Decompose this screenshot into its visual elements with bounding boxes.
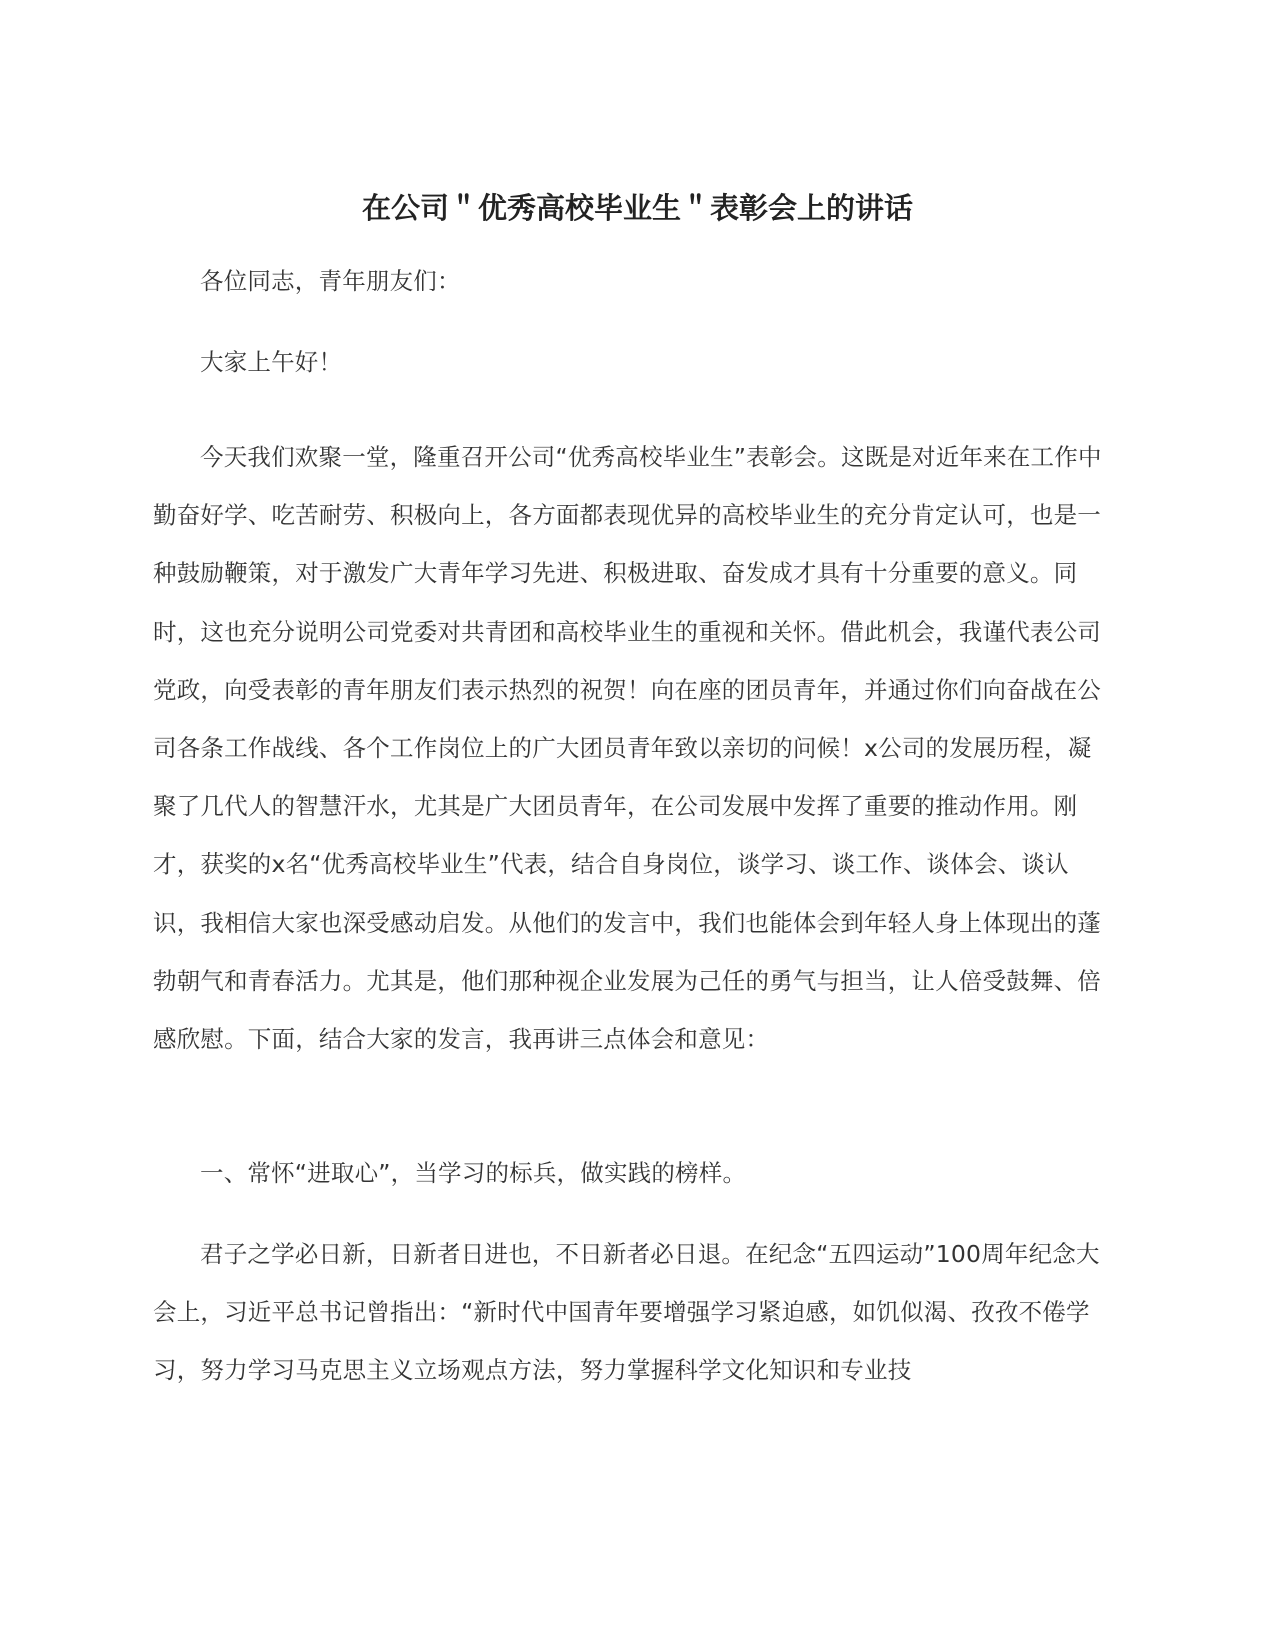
section-heading: 一、常怀“进取心”，当学习的标兵，做实践的榜样。 [200,1159,747,1187]
body-paragraph: 君子之学必日新，日新者日进也，不日新者必日退。在纪念“五四运动”100周年纪念大会上，习近平总书记曾指出：“新时代中国青年要增强学习紧迫感，如饥似渴、孜孜不倦学习，努力学习马克思主义立场观点方法，努力掌握科学文化知识和专业技 [153,1240,1100,1385]
page-title: 在公司＂优秀高校毕业生＂表彰会上的讲话 [361,191,913,225]
body-paragraph: 今天我们欢聚一堂，隆重召开公司“优秀高校毕业生”表彰会。这既是对近年来在工作中勤奋好学、吃苦耐劳、积极向上，各方面都表现优异的高校毕业生的充分肯定认可，也是一种鼓励鞭策，对于激发广大青年学习先进、积极进取、奋发成才具有十分重要的意义。同时，这也充分说明公司党委对共青团和高校毕业生的重视和关怀。借此机会，我谨代表公司党政，向受表彰的青年朋友们表示热烈的祝贺！向在座的团员青年，并通过你们向奋战在公司各条工作战线、各个工作岗位上的广大团员青年致以亲切的问候！x公司的发展历程，凝聚了几代人的智慧汗水，尤其是广大团员青年，在公司发展中发挥了重要的推动作用。刚才，获奖的x名“优秀高校毕业生”代表，结合自身岗位，谈学习、谈工作、谈体会、谈认识，我相信大家也深受感动启发。从他们的发言中，我们也能体会到年轻人身上体现出的蓬勃朝气和青春活力。尤其是，他们那种视企业发展为己任的勇气与担当，让人倍受鼓舞、倍感欣慰。下面，结合大家的发言，我再讲三点体会和意见： [153,443,1102,1054]
greeting-line: 各位同志，青年朋友们： [200,267,461,295]
salutation-line: 大家上午好！ [200,348,343,376]
